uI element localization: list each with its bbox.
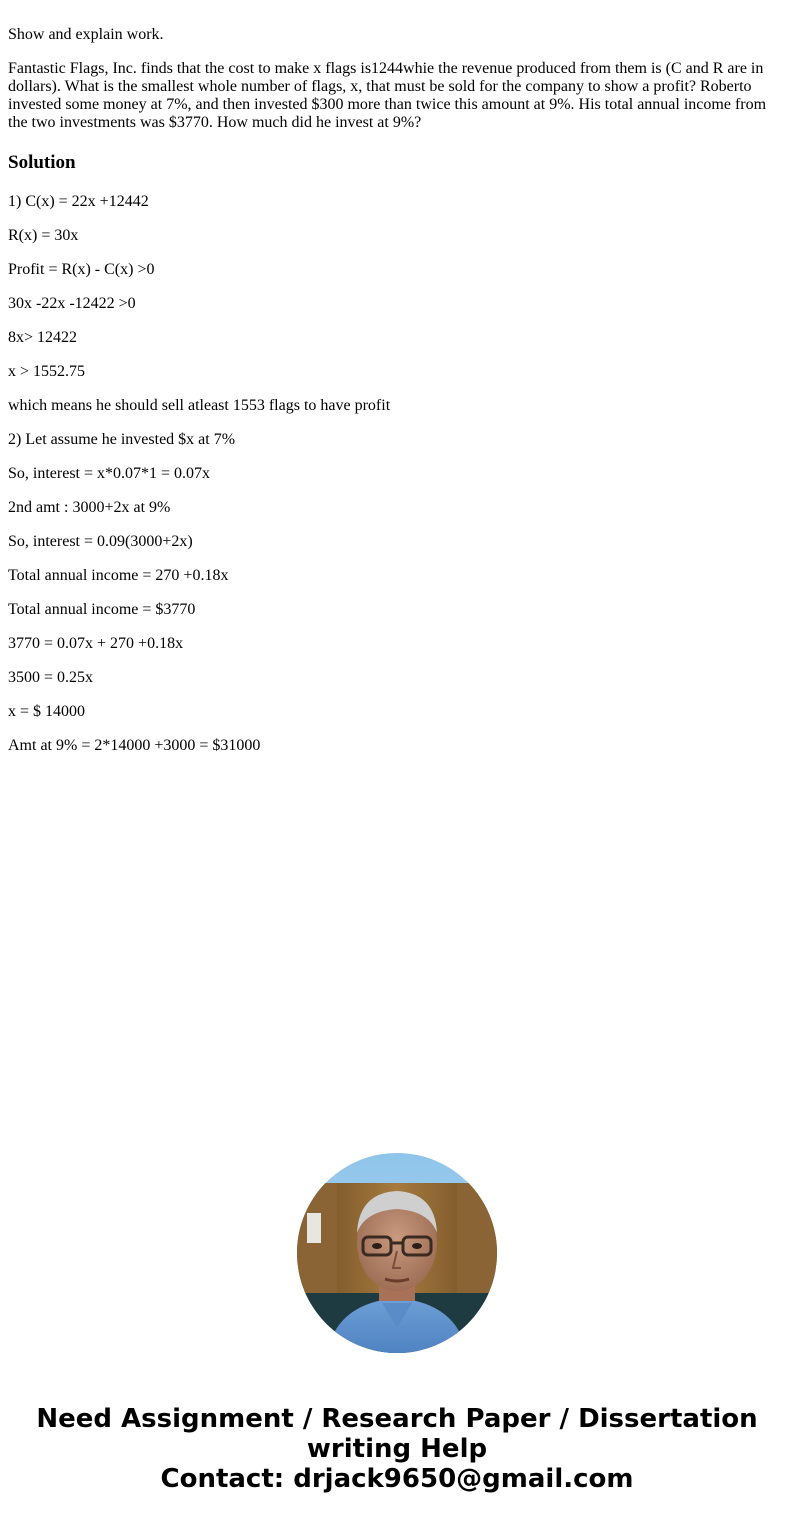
solution-step: 2) Let assume he invested $x at 7%: [8, 431, 236, 448]
solution-step: Total annual income = $3770: [8, 601, 196, 618]
solution-step: Profit = R(x) - C(x) >0: [8, 261, 155, 278]
solution-step: 3770 = 0.07x + 270 +0.18x: [8, 635, 184, 652]
document-body: [8, 0, 778, 771]
solution-step: 1) C(x) = 22x +12442: [8, 193, 149, 210]
solution-step: which means he should sell atleast 1553 flags to have profit: [8, 397, 391, 414]
solution-step: Total annual income = 270 +0.18x: [8, 567, 229, 584]
solution-step: 30x -22x -12422 >0: [8, 295, 136, 312]
intro-text: Show and explain work.: [8, 26, 164, 43]
author-portrait-image: [297, 1153, 497, 1353]
solution-step: x = $ 14000: [8, 703, 86, 720]
solution-step: 3500 = 0.25x: [8, 669, 94, 686]
solution-steps: [8, 193, 778, 755]
footer-line-1: Need Assignment / Research Paper / Dissertation: [36, 1404, 758, 1434]
footer-line-3: Contact: drjack9650@gmail.com: [160, 1464, 634, 1494]
question-text: Fantastic Flags, Inc. finds that the cost to make x flags is1244whie the revenue produced from them is (C and R are in dollars). What is the smallest whole number of flags, x, that must be sold for the company to show a profit? Roberto invested some money at 7%, and then invested $300 more than twice this amount at 9%. His total annual income from the two investments was $3770. How much did he invest at 9%?: [8, 60, 767, 131]
solution-step: R(x) = 30x: [8, 227, 79, 244]
footer-contact: [0, 1404, 794, 1494]
solution-step: 8x> 12422: [8, 329, 78, 346]
solution-heading: Solution: [8, 152, 76, 173]
solution-step: So, interest = 0.09(3000+2x): [8, 533, 193, 550]
author-avatar: [297, 1153, 497, 1353]
solution-step: 2nd amt : 3000+2x at 9%: [8, 499, 171, 516]
solution-step: So, interest = x*0.07*1 = 0.07x: [8, 465, 211, 482]
solution-step: Amt at 9% = 2*14000 +3000 = $31000: [8, 737, 261, 754]
solution-step: x > 1552.75: [8, 363, 86, 380]
footer-line-2: writing Help: [306, 1434, 488, 1464]
